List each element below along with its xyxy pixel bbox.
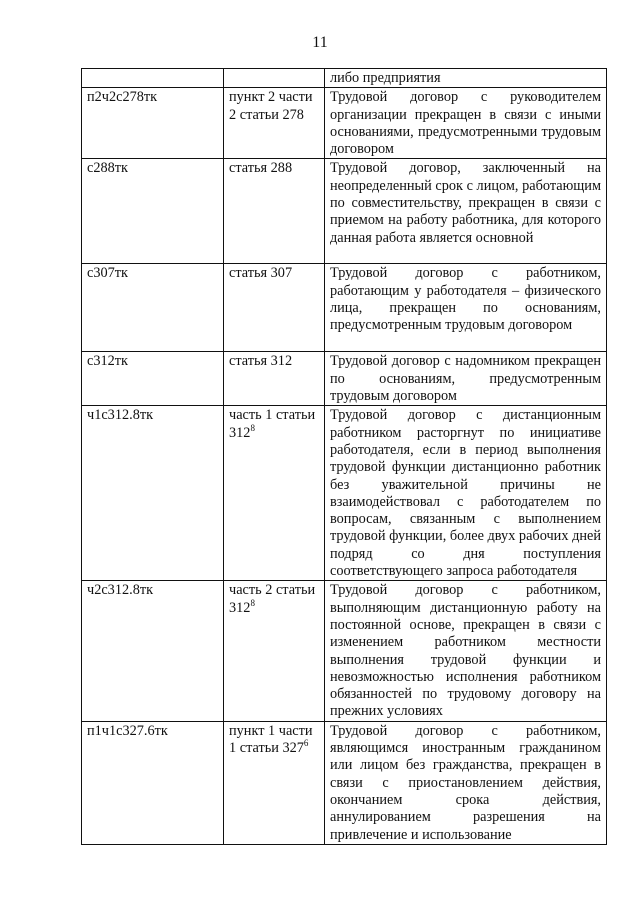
desc-text: Трудовой договор с работником, выполняющим дистанционную работу на постоянной основе, прекращен в связи с изменением работником местности выполнения трудовой функции и невозможностью исполнения работником обязанностей по трудовому договору на прежних условиях [330,582,601,720]
table-row [82,69,607,88]
ref-text: часть 1 статьи 312 [229,407,316,441]
desc-cell [325,69,607,88]
ref-text: статья 312 [229,353,293,370]
table-row [82,264,607,352]
code-cell: ч2с312.8тк [82,581,224,721]
desc-text: Трудовой договор с работником, работающим у работодателя – физического лица, прекращен по основаниям, предусмотренным трудовым договором [330,265,601,334]
ref-cell [224,69,325,88]
desc-text: Трудовой договор с работником, являющимся иностранным гражданином или лицом без гражданства, прекращен в связи с приостановлением действия, окончанием срока действия, аннулированием разрешения на привлечение и использование [330,722,601,843]
ref-cell [224,581,325,721]
table-row [82,721,607,844]
ref-text: часть 2 статьи 312 [229,582,316,616]
desc-cell [325,352,607,406]
footnote-mark: 8 [250,597,255,608]
ref-cell [224,159,325,264]
codes-table [81,68,607,845]
code-cell: с312тк [82,352,224,406]
ref-text: пункт 2 части 2 статьи 278 [229,89,313,123]
code-cell: п2ч2с278тк [82,88,224,159]
footnote-mark: 6 [303,738,309,749]
desc-cell [325,721,607,844]
desc-cell [325,88,607,159]
ref-cell [224,264,325,352]
desc-cell [325,406,607,581]
ref-text: статья 288 [229,160,293,177]
code-cell: п1ч1с327.6тк [82,721,224,844]
code-cell: ч1с312.8тк [82,406,224,581]
desc-text: Трудовой договор с дистанционным работником расторгнут по инициативе работодателя, если в период выполнения трудовой функции дистанционно работник без уважительной причины не взаимодействовал с работодателем по вопросам, связанным с выполнением трудовой функции, более двух рабочих дней подряд со дня поступления соответствующего запроса работодателя [330,407,601,580]
table-row [82,581,607,721]
desc-text: Трудовой договор, заключенный на неопределенный срок с лицом, работающим по совместительству, прекращен в связи с приемом на работу работника, для которого данная работа является основной [330,160,601,246]
code-cell: с307тк [82,264,224,352]
table-row [82,88,607,159]
table-row [82,352,607,406]
desc-text: Трудовой договор с руководителем организации прекращен в связи с иными основаниями, предусмотренными трудовым договором [330,89,601,158]
ref-cell [224,721,325,844]
desc-cell [325,159,607,264]
code-cell [82,69,224,88]
ref-cell [224,352,325,406]
desc-text: либо предприятия [330,70,441,86]
ref-text: статья 307 [229,265,293,282]
footnote-mark: 8 [250,422,255,433]
desc-cell [325,581,607,721]
code-cell: с288тк [82,159,224,264]
desc-cell [325,264,607,352]
desc-text: Трудовой договор с надомником прекращен по основаниям, предусмотренным трудовым договором [330,353,601,405]
table-row [82,406,607,581]
page-number: 11 [312,34,328,51]
ref-cell [224,88,325,159]
ref-text: пункт 1 части 1 статьи 327 [229,722,313,757]
ref-cell [224,406,325,581]
table-row [82,159,607,264]
